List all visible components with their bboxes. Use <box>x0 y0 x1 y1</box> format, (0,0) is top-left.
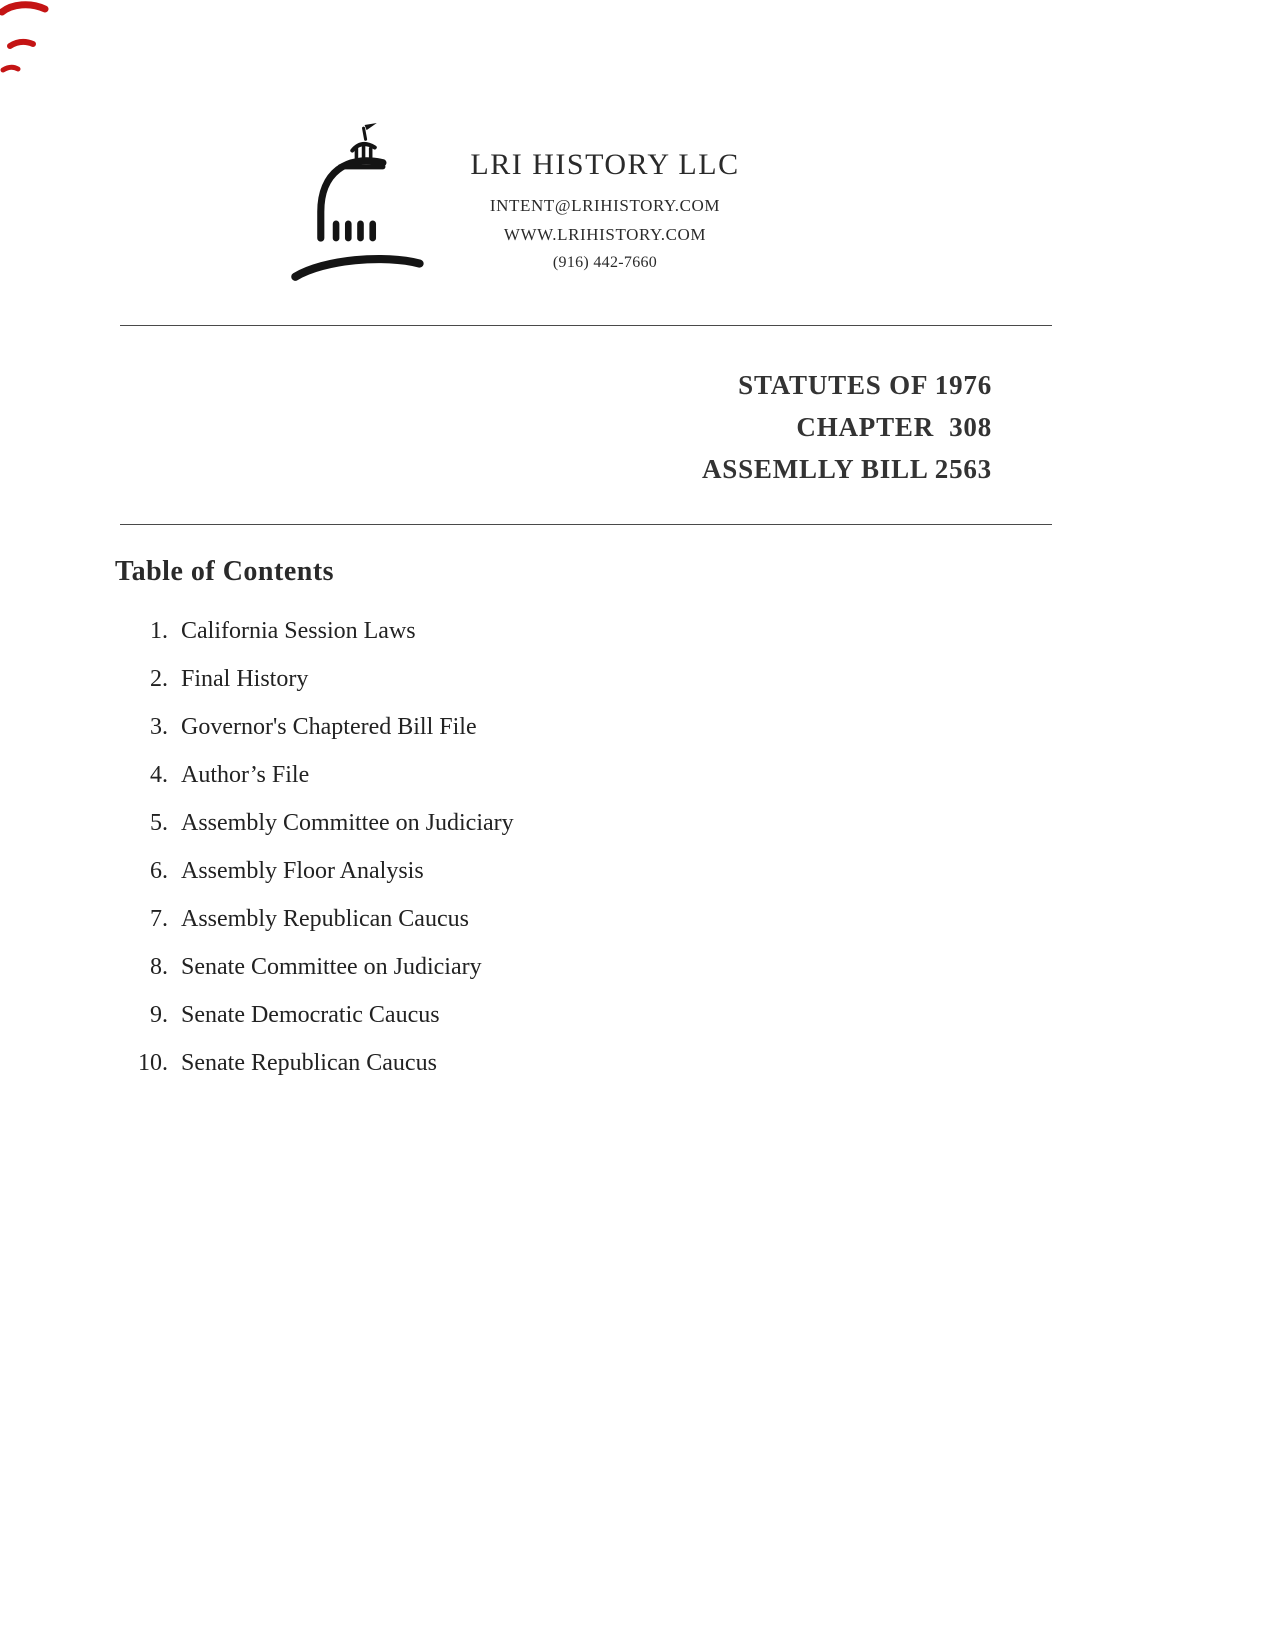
toc-item <box>118 618 514 666</box>
toc-item <box>118 954 514 1002</box>
horizontal-rule-bottom <box>120 524 1052 525</box>
toc-item-label: Final History <box>181 666 309 692</box>
toc-item <box>118 666 514 714</box>
company-name: LRI HISTORY LLC <box>470 148 740 181</box>
toc-item-label: Assembly Republican Caucus <box>181 906 469 932</box>
red-pen-marks <box>0 0 70 100</box>
toc-item-number: 10. <box>138 1050 168 1076</box>
statute-title-line-3: ASSEMLLY BILL 2563 <box>701 454 992 484</box>
company-website: WWW.LRIHISTORY.COM <box>503 225 707 244</box>
toc-item <box>118 714 514 762</box>
toc-item-number: 5. <box>150 810 168 836</box>
toc-list <box>118 618 514 1098</box>
toc-item-label: Governor's Chaptered Bill File <box>181 714 477 740</box>
company-phone: (916) 442-7660 <box>552 254 658 271</box>
toc-item-label: Senate Democratic Caucus <box>181 1002 440 1028</box>
statute-title-block <box>702 364 992 490</box>
toc-item-number: 8. <box>150 954 168 980</box>
toc-item-number: 4. <box>150 762 168 788</box>
letterhead <box>430 148 780 272</box>
toc-item <box>118 762 514 810</box>
toc-item-number: 9. <box>150 1002 168 1028</box>
toc-item-label: Senate Republican Caucus <box>181 1050 437 1076</box>
toc-item <box>118 858 514 906</box>
capitol-logo-icon <box>288 122 433 290</box>
toc-item-label: Senate Committee on Judiciary <box>181 954 482 980</box>
toc-item-label: Assembly Committee on Judiciary <box>181 810 514 836</box>
toc-item-number: 2. <box>150 666 168 692</box>
toc-item-number: 3. <box>150 714 168 740</box>
toc-item <box>118 906 514 954</box>
toc-item <box>118 1002 514 1050</box>
toc-item-label: Author’s File <box>181 762 310 788</box>
toc-item-label: California Session Laws <box>181 618 416 644</box>
horizontal-rule-top <box>120 325 1052 326</box>
toc-item-label: Assembly Floor Analysis <box>181 858 424 884</box>
statute-title-line-2: CHAPTER 308 <box>796 412 992 442</box>
statute-title-line-1: STATUTES OF 1976 <box>738 370 992 400</box>
toc-item <box>118 810 514 858</box>
toc-item-number: 6. <box>150 858 168 884</box>
toc-heading: Table of Contents <box>115 556 335 587</box>
toc-item-number: 1. <box>150 618 168 644</box>
company-email: INTENT@LRIHISTORY.COM <box>489 196 721 215</box>
toc-item <box>118 1050 514 1098</box>
toc-item-number: 7. <box>150 906 168 932</box>
